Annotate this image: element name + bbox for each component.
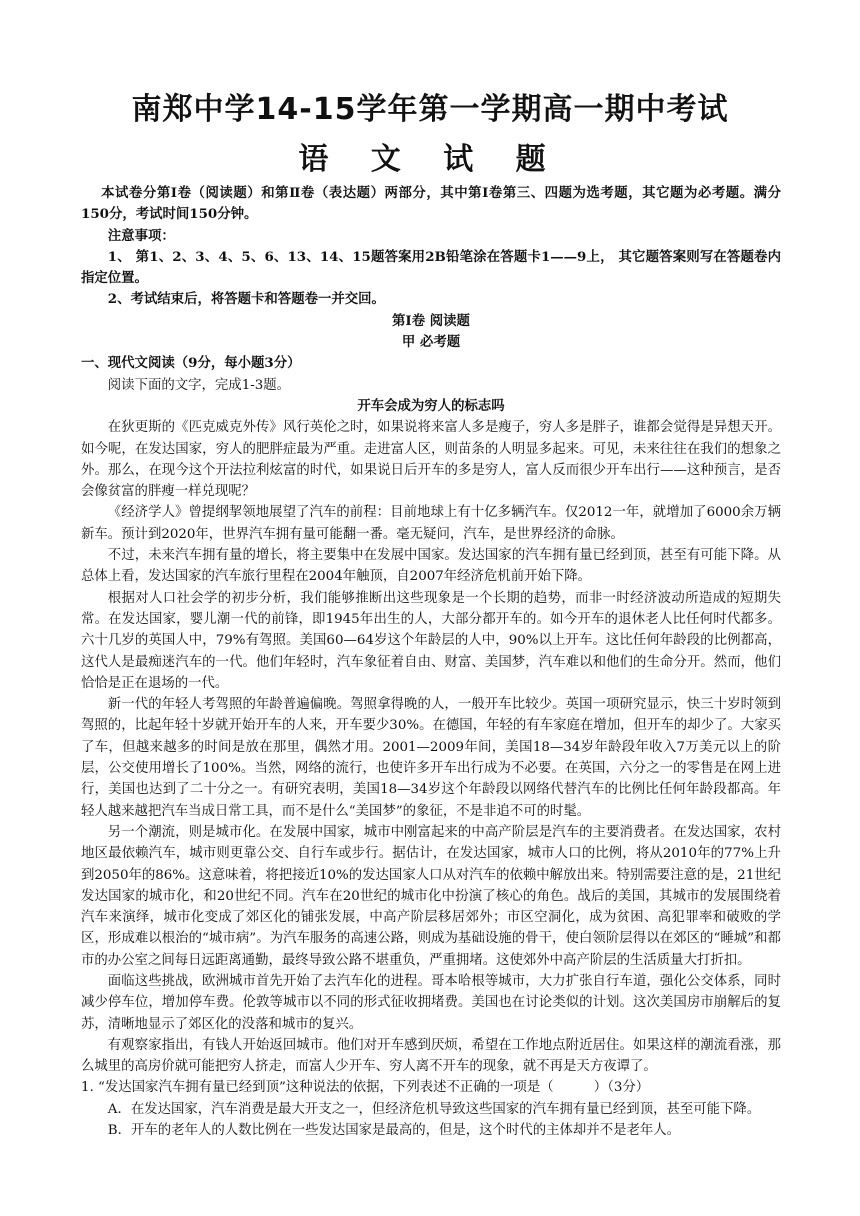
part-subtitle: 甲 必考题 (401, 334, 461, 351)
article-paragraph: 不过，未来汽车拥有量的增长，将主要集中在发展中国家。发达国家的汽车拥有量已经到顶，甚至有可能下降。从总体上看，发达国家的汽车旅行里程在2004年触顶，自2007年经济危机前开始下降。 (81, 548, 781, 585)
section-title: 一、现代文阅读（9分，每小题3分） (81, 355, 301, 372)
article-paragraph: 有观察家指出，有钱人开始返回城市。他们对开车感到厌烦，希望在工作地点附近居住。如果这样的潮流看涨，那么城里的高房价就可能把穷人挤走，而富人少开车、穷人离不开车的现象，就不再是天方夜谭了。 (81, 1037, 781, 1075)
article-paragraph: 《经济学人》曾提纲挈领地展望了汽车的前程：目前地球上有十亿多辆汽车。仅2012一年，就增加了6000余万辆新车。预计到2020年，世界汽车拥有量可能翻一番。毫无疑问，汽车，是世界经济的命脉。 (81, 505, 781, 542)
notice-label: 注意事项： (107, 227, 175, 244)
article-paragraph: 新一代的年轻人考驾照的年龄普遍偏晚。驾照拿得晚的人，一般开车比较少。英国一项研究显示，快三十岁时领到驾照的，比起年轻十岁就开始开车的人来，开车要少30%。在德国，年轻的有车家庭在增加，但开车的却少了。大家买了车，但越来越多的时间是放在那里，偶然才用。2001—2009年间，美国18—34岁年龄段年收入7万美元以上的阶层，公交使用增长了100%。当然，网络的流行，也使许多开车出行成为不必要。在英国，六分之一的零售是在网上进行，美国也达到了二十分之一。有研究表明，美国18—34岁这个年龄段以网络代替汽车的比例比任何年龄段都高。年轻人越来越把汽车当成日常工具，而不是什么“美国梦”的象征，不是非追不可的时髦。 (81, 697, 781, 819)
section-instruction: 阅读下面的文字，完成1-3题。 (107, 377, 291, 393)
intro-text: 本试卷分第Ⅰ卷（阅读题）和第Ⅱ卷（表达题）两部分，其中第Ⅰ卷第三、四题为选考题，其它题为必考题。满分150分，考试时间150分钟。 (81, 185, 781, 223)
part-title: 第Ⅰ卷 阅读题 (392, 312, 470, 329)
article-paragraph: 另一个潮流，则是城市化。在发展中国家，城市中刚富起来的中高产阶层是汽车的主要消费者。在发达国家，农村地区最依赖汽车，城市则更靠公交、自行车或步行。据估计，在发达国家，城市人口的比例，将从2010年的77%上升到2050年的86%。这意味着，将把接近10%的发达国家人口从对汽车的依赖中解放出来。特别需要注意的是，21世纪发达国家的城市化，和20世纪不同。汽车在20世纪的城市化中扮演了核心的角色。战后的美国，其城市的发展围绕着汽车来演绎，城市化变成了郊区化的铺张发展，中高产阶层移居郊外；市区空洞化，成为贫困、高犯罪率和破败的学区，形成难以根治的“城市病”。为汽车服务的高速公路，则成为基础设施的骨干，使白领阶层得以在郊区的“睡城”和都市的办公室之间每日远距离通勤，最终导致公路不堪重负，严重拥堵。这使郊外中高产阶层的生活质量大打折扣。 (81, 824, 781, 968)
notice-item-2: 2、考试结束后，将答题卡和答题卷一并交回。 (107, 291, 385, 308)
article-paragraph: 根据对人口社会学的初步分析，我们能够推断出这些现象是一个长期的趋势，而非一时经济波动所造成的短期失常。在发达国家，婴儿潮一代的前锋，即1945年出生的人，大部分都开车的。如今开车的退休老人比任何时代都多。六十几岁的英国人中，79%有驾照。美国60—64岁这个年龄层的人中，90%以上开车。这比任何年龄段的比例都高，这代人是最痴迷汽车的一代。他们年轻时，汽车象征着自由、财富、美国梦，汽车难以和他们的生命分开。然而，他们恰恰是正在退场的一代。 (81, 590, 781, 691)
article-paragraph: 面临这些挑战，欧洲城市首先开始了去汽车化的进程。哥本哈根等城市，大力扩张自行车道，强化公交体系，同时减少停车位，增加停车费。伦敦等城市以不同的形式征收拥堵费。美国也在讨论类似的计划。这次美国房市崩解后的复苏，清晰地显示了郊区化的没落和城市的复兴。 (81, 973, 781, 1032)
article-title: 开车会成为穷人的标志吗 (357, 397, 505, 414)
notice-item-1: 1、 第1、2、3、4、5、6、13、14、15题答案用2B铅笔涂在答题卡1——9上， 其它题答案则写在答题卷内指定位置。 (81, 248, 781, 287)
article-paragraph: 在狄更斯的《匹克威克外传》风行英伦之时，如果说将来富人多是瘦子，穷人多是胖子，谁都会觉得是异想天开。如今呢，在发达国家，穷人的肥胖症最为严重。走进富人区，则苗条的人明显多起来。可见，未来往往在我们的想象之外。那么，在现今这个开法拉利炫富的时代，如果说日后开车的多是穷人，富人反而很少开车出行——这种预言，是否会像贫富的胖瘦一样兑现呢？ (81, 420, 781, 500)
question-1-option-a: A．在发达国家，汽车消费是最大开支之一，但经济危机导致这些国家的汽车拥有量已经到顶，甚至可能下降。 (107, 1101, 761, 1117)
exam-body (81, 183, 781, 1141)
question-1-option-b: B．开车的老年人的人数比例在一些发达国家是最高的，但是，这个时代的主体却并不是老年人。 (107, 1123, 681, 1139)
question-1-stem: 1. “发达国家汽车拥有量已经到顶”这种说法的依据，下列表述不正确的一项是（ ）（3分） (81, 1080, 650, 1096)
exam-subject-title: 语 文 试 题 (298, 142, 562, 177)
exam-title: 南郑中学14-15学年第一学期高一期中考试 (131, 92, 729, 127)
